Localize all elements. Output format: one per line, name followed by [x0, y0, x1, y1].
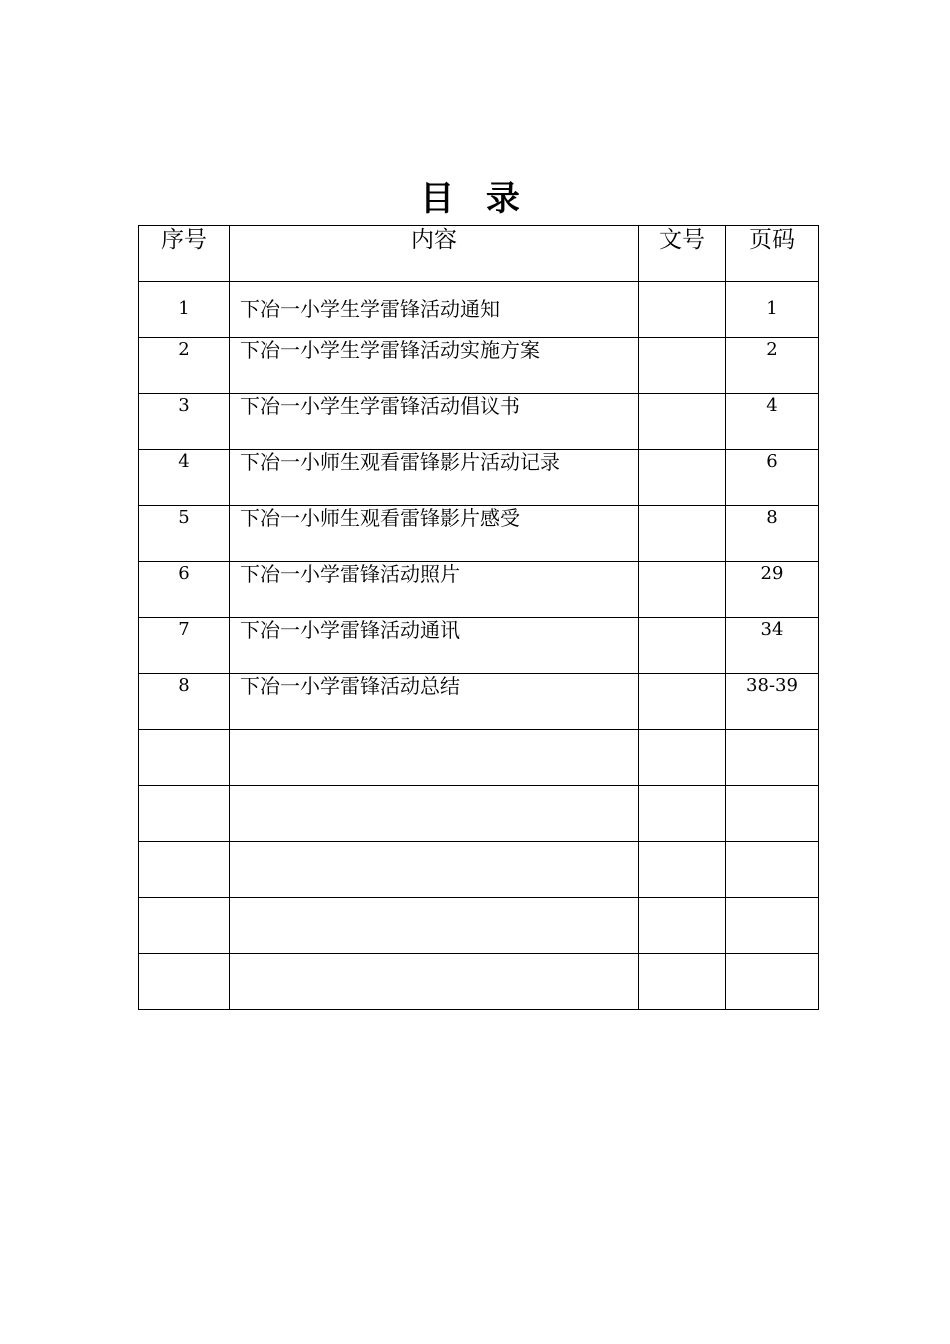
row-no: [139, 898, 230, 954]
row-doc-no: [639, 338, 726, 394]
row-no: 7: [139, 618, 230, 674]
row-doc-no: [639, 730, 726, 786]
row-doc-no: [639, 394, 726, 450]
row-no: 5: [139, 506, 230, 562]
row-doc-no: [639, 562, 726, 618]
table-row: [139, 674, 819, 730]
toc-table: [138, 225, 819, 1010]
row-content: 下冶一小师生观看雷锋影片活动记录: [230, 450, 639, 506]
row-page: 34: [726, 618, 819, 674]
row-page: 8: [726, 506, 819, 562]
row-page: 38-39: [726, 674, 819, 730]
row-page: 1: [726, 282, 819, 338]
row-content: [230, 786, 639, 842]
table-row: [139, 506, 819, 562]
row-no: 4: [139, 450, 230, 506]
row-doc-no: [639, 786, 726, 842]
table-row: [139, 282, 819, 338]
row-no: [139, 954, 230, 1010]
row-content: [230, 898, 639, 954]
table-row: [139, 954, 819, 1010]
page-title: 目 录: [420, 179, 530, 219]
row-no: 8: [139, 674, 230, 730]
row-page: [726, 842, 819, 898]
row-page: [726, 898, 819, 954]
table-row: [139, 898, 819, 954]
row-content: [230, 730, 639, 786]
row-doc-no: [639, 842, 726, 898]
row-no: [139, 730, 230, 786]
row-content: [230, 842, 639, 898]
row-content: 下冶一小学雷锋活动通讯: [230, 618, 639, 674]
table-row: [139, 562, 819, 618]
row-content: 下冶一小学雷锋活动总结: [230, 674, 639, 730]
header-doc-no: 文号: [639, 226, 726, 282]
row-page: [726, 954, 819, 1010]
row-page: 2: [726, 338, 819, 394]
table-row: [139, 842, 819, 898]
header-content: 内容: [230, 226, 639, 282]
row-no: 6: [139, 562, 230, 618]
row-no: 1: [139, 282, 230, 338]
table-row: [139, 394, 819, 450]
row-content: 下冶一小学生学雷锋活动倡议书: [230, 394, 639, 450]
table-row: [139, 786, 819, 842]
row-content: [230, 954, 639, 1010]
row-content: 下冶一小学雷锋活动照片: [230, 562, 639, 618]
row-doc-no: [639, 674, 726, 730]
row-doc-no: [639, 954, 726, 1010]
row-doc-no: [639, 618, 726, 674]
row-no: 2: [139, 338, 230, 394]
row-doc-no: [639, 450, 726, 506]
row-content: 下冶一小师生观看雷锋影片感受: [230, 506, 639, 562]
table-header-row: [139, 226, 819, 282]
row-doc-no: [639, 898, 726, 954]
row-doc-no: [639, 506, 726, 562]
row-page: [726, 730, 819, 786]
row-no: 3: [139, 394, 230, 450]
row-no: [139, 842, 230, 898]
table-row: [139, 338, 819, 394]
table-row: [139, 450, 819, 506]
toc-body: [139, 282, 819, 1010]
table-row: [139, 618, 819, 674]
row-content: 下冶一小学生学雷锋活动通知: [230, 282, 639, 338]
row-page: 29: [726, 562, 819, 618]
row-page: 6: [726, 450, 819, 506]
header-no: 序号: [139, 226, 230, 282]
table-row: [139, 730, 819, 786]
row-no: [139, 786, 230, 842]
header-page: 页码: [726, 226, 819, 282]
row-content: 下冶一小学生学雷锋活动实施方案: [230, 338, 639, 394]
row-doc-no: [639, 282, 726, 338]
row-page: 4: [726, 394, 819, 450]
row-page: [726, 786, 819, 842]
